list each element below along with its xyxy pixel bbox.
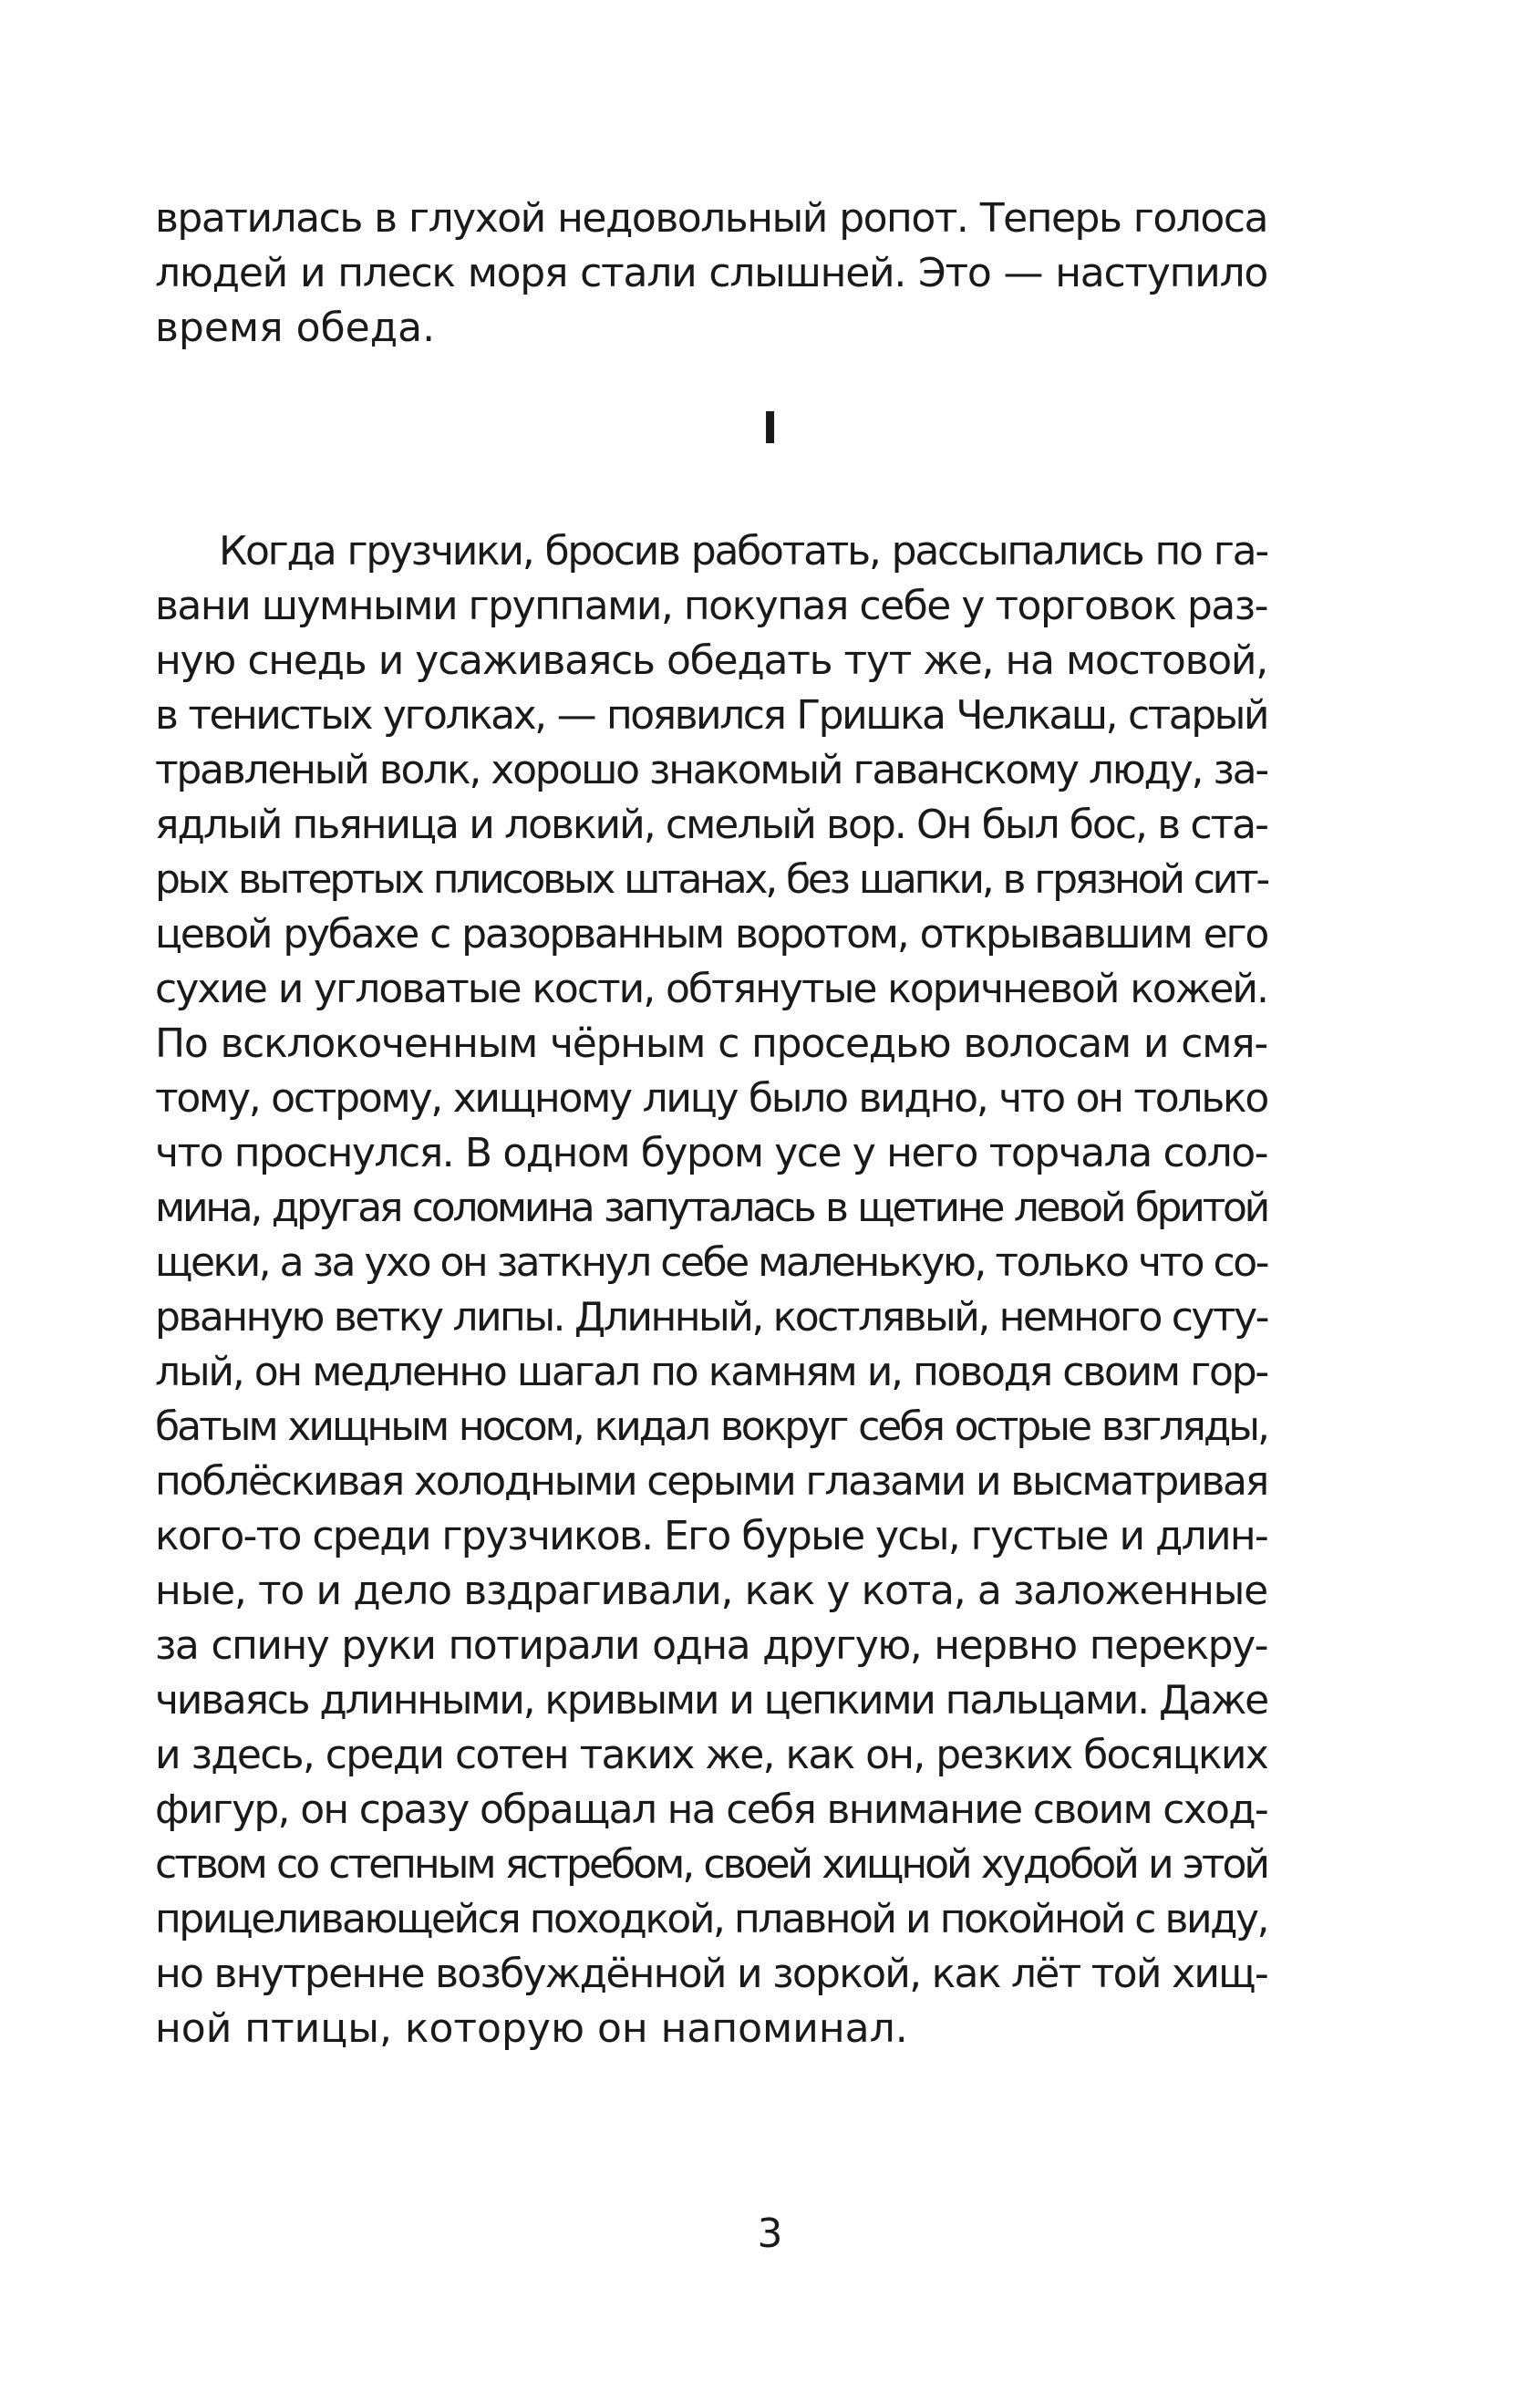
page-number: 3 (757, 2211, 783, 2257)
previous-section-text (155, 192, 1267, 356)
text-line: вратилась в глухой недовольный ропот. Теперь голоса (155, 195, 1267, 242)
text-line: рых вытертых плисовых штанах, без шапки, в грязной сит- (155, 856, 1267, 903)
text-line: чиваясь длинными, кривыми и цепкими пальцами. Даже (155, 1677, 1267, 1724)
text-line: сухие и угловатые кости, обтянутые коричневой кожей. (155, 966, 1267, 1012)
text-line: за спину руки потирали одна другую, нервно перекру- (155, 1622, 1267, 1669)
text-line: кого-то среди грузчиков. Его бурые усы, густые и длин- (155, 1513, 1267, 1559)
text-line: фигур, он сразу обращал на себя внимание своим сход- (155, 1786, 1267, 1833)
paragraph (155, 524, 1267, 2056)
text-line: мина, другая соломина запуталась в щетине левой бритой (155, 1185, 1267, 1231)
text-line: людей и плеск моря стали слышней. Это — наступило (155, 250, 1267, 296)
text-line: время обеда. (155, 305, 436, 351)
text-line: прицеливающейся походкой, плавной и покойной с виду, (155, 1896, 1267, 1942)
text-line: лый, он медленно шагал по камням и, поводя своим гор- (155, 1349, 1267, 1395)
text-line: цевой рубахе с разорванным воротом, открывавшим его (155, 911, 1267, 958)
text-line: По всклокоченным чёрным с проседью волосам и смя- (155, 1020, 1267, 1067)
text-line: ной птицы, которую он напоминал. (155, 2005, 908, 2052)
text-line: травленый волк, хорошо знакомый гаванскому люду, за- (155, 747, 1267, 793)
text-line: ством со степным ястребом, своей хищной худобой и этой (155, 1841, 1267, 1888)
text-line: поблёскивая холодными серыми глазами и высматривая (155, 1458, 1267, 1505)
text-line: но внутренне возбуждённой и зоркой, как лёт той хищ- (155, 1951, 1267, 1997)
text-line: ную снедь и усаживаясь обедать тут же, на мостовой, (155, 637, 1267, 684)
chapter-number: I (761, 403, 779, 454)
text-line: тому, острому, хищному лицу было видно, что он только (155, 1075, 1267, 1122)
text-line: ные, то и дело вздрагивали, как у кота, а заложенные (155, 1568, 1267, 1614)
text-line: батым хищным носом, кидал вокруг себя острые взгляды, (155, 1403, 1267, 1450)
text-line: вани шумными группами, покупая себе у торговок раз- (155, 583, 1267, 629)
text-line: ядлый пьяница и ловкий, смелый вор. Он был бос, в ста- (155, 802, 1267, 848)
text-line: рванную ветку липы. Длинный, костлявый, немного суту- (155, 1294, 1267, 1341)
text-line: в тенистых уголках, — появился Гришка Челкаш, старый (155, 692, 1267, 739)
text-line: щеки, а за ухо он заткнул себе маленькую, только что со- (155, 1239, 1267, 1286)
text-line: и здесь, среди сотен таких же, как он, резких босяцких (155, 1732, 1267, 1778)
text-line: что проснулся. В одном буром усе у него торчала соло- (155, 1130, 1267, 1176)
text-line: Когда грузчики, бросив работать, рассыпались по га- (219, 528, 1267, 575)
